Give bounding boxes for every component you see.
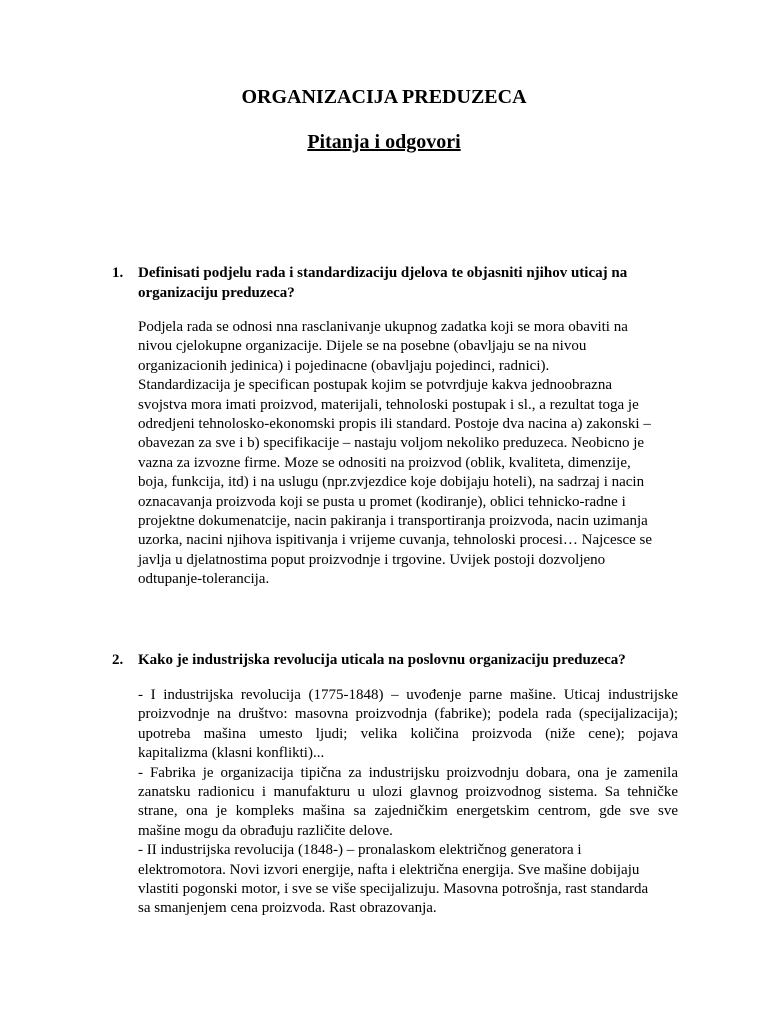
answer-1	[138, 318, 678, 590]
question-text-line: organizaciju preduzeca?	[138, 285, 295, 301]
answer-line: odtupanje-tolerancija.	[138, 571, 270, 588]
answer-line: - Fabrika je organizacija tipična za industrijsku proizvodnju dobara, ona je zamenila	[138, 764, 678, 781]
answer-line: mašine mogu da obrađuju različite delove.	[138, 822, 393, 839]
answer-line: kapitalizma (klasni konflikti)...	[138, 745, 325, 762]
answer-line: svojstva mora imati proizvod, materijali, tehnoloski postupak i sl., a rezultat toga je	[138, 396, 639, 413]
answer-line: boja, funkcija, itd) i na uslugu (npr.zvjezdice koje dobijaju hoteli), na sadrzaj i nacin	[138, 474, 645, 491]
answer-line: sa smanjenjem cena proizvoda. Rast obrazovanja.	[138, 900, 437, 917]
question-text-line: Kako je industrijska revolucija uticala na poslovnu organizaciju preduzeca?	[138, 652, 626, 668]
answer-line: upotreba mašina umesto ljudi; velika količina proizvoda (niže cene); pojava	[138, 725, 678, 742]
answer-line: zanatsku radionicu i manufakturu u ulozi glavnog proizvodnog sistema. Sa tehničke	[138, 784, 678, 801]
answer-line: proizvodnje na društvo: masovna proizvodnja (fabrike); podela rada (specijalizacija);	[138, 706, 678, 723]
document-title: ORGANIZACIJA PREDUZECA	[241, 86, 527, 108]
answer-line: oznacavanja proizvoda koji se pusta u promet (kodiranje), oblici tehnicko-radne i	[138, 493, 626, 510]
answer-line: strane, ona je kompleks mašina sa zajedničkim energetskim centrom, gde sve sve	[138, 803, 678, 820]
answer-line: - II industrijska revolucija (1848-) – pronalaskom električnog generatora i	[138, 842, 582, 859]
question-2	[112, 650, 682, 670]
question-number: 1.	[112, 265, 124, 281]
answer-line: Podjela rada se odnosi nna rasclanivanje ukupnog zadatka koji se mora obaviti na	[138, 319, 628, 335]
answer-line: elektromotora. Novi izvori energije, nafta i električna energija. Sve mašine dobijaju	[138, 861, 640, 878]
answer-line: organizacionih jedinica) i pojedinacne (obavljaju pojedinci, radnici).	[138, 357, 550, 374]
answer-line: odredjeni tehnolosko-ekonomski propis ili standard. Postoje dva nacina a) zakonski –	[138, 416, 651, 433]
answer-line: vazna za izvozne firme. Moze se odnositi na proizvod (oblik, kvaliteta, dimenzije,	[138, 454, 631, 471]
document-subtitle: Pitanja i odgovori	[307, 131, 461, 153]
question-number: 2.	[112, 652, 124, 668]
answer-line: nivou cjelokupne organizacije. Dijele se na posebne (obavljaju se na nivou	[138, 338, 587, 355]
answer-line: uzorka, nacini njihova ispitivanja i vrijeme cuvanja, tehnoloski procesi… Najcesce se	[138, 532, 652, 549]
question-text-line: Definisati podjelu rada i standardizaciju djelova te objasniti njihov uticaj na	[138, 265, 628, 281]
answer-line: projektne dokumenatcije, nacin pakiranja i transportiranja proizvoda, nacin uzimanja	[138, 513, 648, 530]
answer-line: vlastiti pogonski motor, i sve se više specijalizuju. Masovna potrošnja, rast standarda	[138, 881, 649, 898]
question-1	[112, 263, 682, 303]
question-text	[138, 263, 682, 303]
answer-line: - I industrijska revolucija (1775-1848) – uvođenje parne mašine. Uticaj industrijske	[138, 687, 678, 703]
answer-2	[138, 686, 678, 919]
question-text	[138, 650, 682, 670]
answer-line: javlja u djelatnostima poput proizvodnje i trgovine. Uvijek postoji dozvoljeno	[138, 551, 606, 568]
answer-line: Standardizacija je specifican postupak kojim se potvrdjuje kakva jednoobrazna	[138, 377, 613, 394]
answer-line: obavezan za sve i b) specifikacije – nastaju voljom nekoliko preduzeca. Neobicno je	[138, 435, 645, 452]
